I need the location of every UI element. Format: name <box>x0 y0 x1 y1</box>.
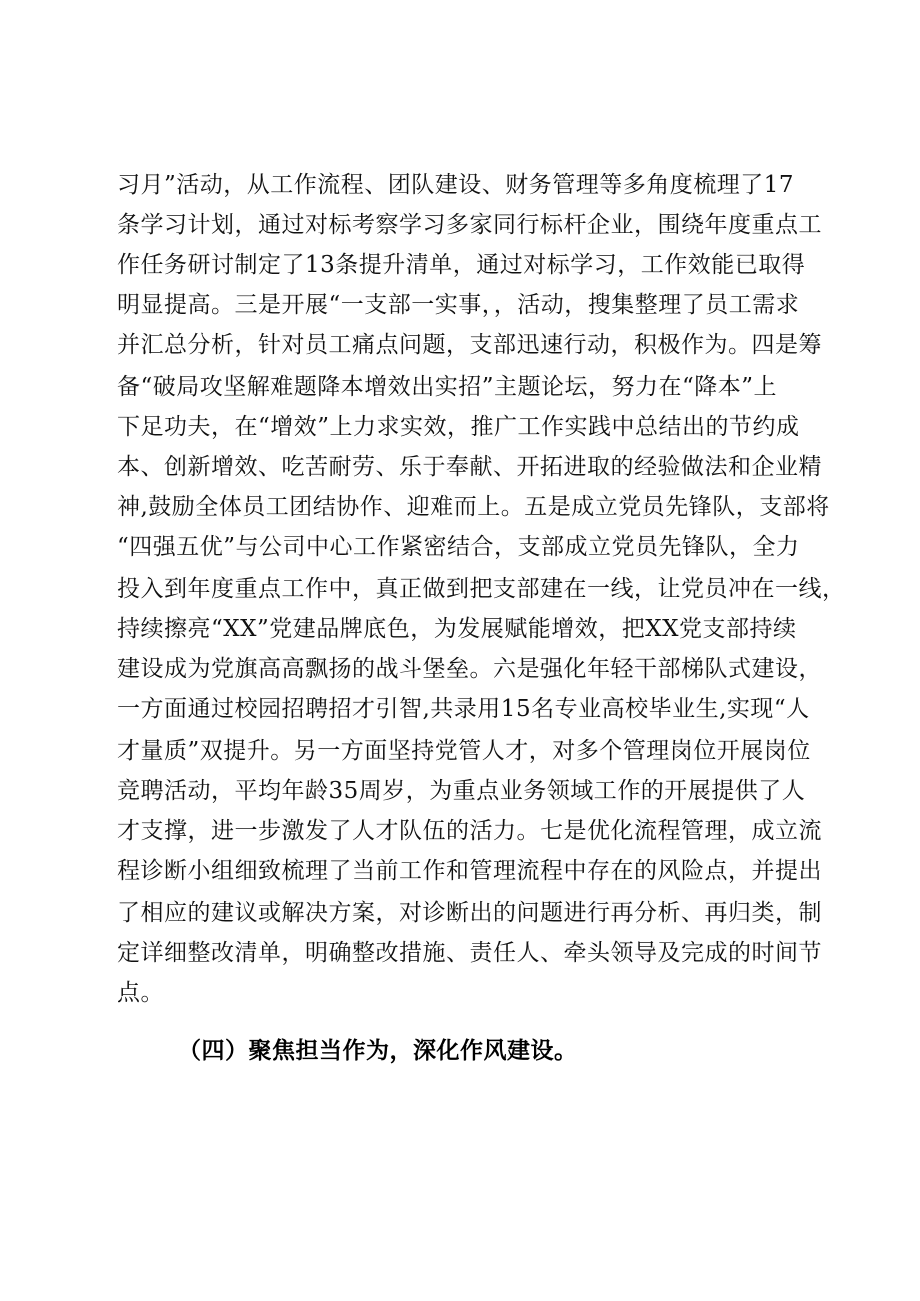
body-text-line: 才支撑，进一步激发了人才队伍的活力。七是优化流程管理，成立流 <box>117 818 822 844</box>
body-text-line: 建设成为党旗高高飘扬的战斗堡垒。六是强化年轻干部梯队式建设， <box>117 656 822 682</box>
body-text-line: 程诊断小组细致梳理了当前工作和管理流程中存在的风险点，并提出 <box>117 858 822 884</box>
body-text-line: 神,鼓励全体员工团结协作、迎难而上。五是成立党员先锋队，支部将 <box>117 494 830 520</box>
body-text-line: 才量质”双提升。另一方面坚持党管人才，对多个管理岗位开展岗位 <box>117 738 811 764</box>
body-text-line: “四强五优”与公司中心工作紧密结合，支部成立党员先锋队，全力 <box>117 534 800 560</box>
body-text-line: 条学习计划，通过对标考察学习多家同行标杆企业，围绕年度重点工 <box>117 212 822 238</box>
body-text-line: 定详细整改清单，明确整改措施、责任人、牵头领导及完成的时间节 <box>117 940 822 966</box>
body-text-line: 下足功夫，在“增效”上力求实效，推广工作实践中总结出的节约成 <box>117 414 800 440</box>
body-text-line: 作任务研讨制定了13条提升清单，通过对标学习，工作效能已取得 <box>117 252 806 278</box>
body-text-line: 本、创新增效、吃苦耐劳、乐于奉献、开拓进取的经验做法和企业精 <box>117 454 822 480</box>
body-text-line: 习月”活动，从工作流程、团队建设、财务管理等多角度梳理了17 <box>117 172 795 198</box>
body-text-line: 持续擦亮“XX”党建品牌底色，为发展赋能增效，把XX党支部持续 <box>117 616 797 642</box>
body-text-line: 点。 <box>117 980 164 1006</box>
body-text-line: 并汇总分析，针对员工痛点问题，支部迅速行动，积极作为。四是筹 <box>117 332 822 358</box>
body-text-line: 投入到年度重点工作中，真正做到把支部建在一线，让党员冲在一线， <box>117 576 846 602</box>
body-text-line: 一方面通过校园招聘招才引智,共录用15名专业高校毕业生,实现“人 <box>117 696 810 722</box>
body-text-line: 竞聘活动，平均年龄35周岁，为重点业务领域工作的开展提供了人 <box>117 778 806 804</box>
section-heading: （四）聚焦担当作为，深化作风建设。 <box>178 1038 578 1064</box>
body-text-line: 明显提高。三是开展“一支部一实事，，活动，搜集整理了员工需求 <box>117 292 800 318</box>
body-text-line: 了相应的建议或解决方案，对诊断出的问题进行再分析、再归类，制 <box>117 900 822 926</box>
body-text-line: 备“破局攻坚解难题降本增效出实招”主题论坛，努力在“降本”上 <box>117 374 778 400</box>
